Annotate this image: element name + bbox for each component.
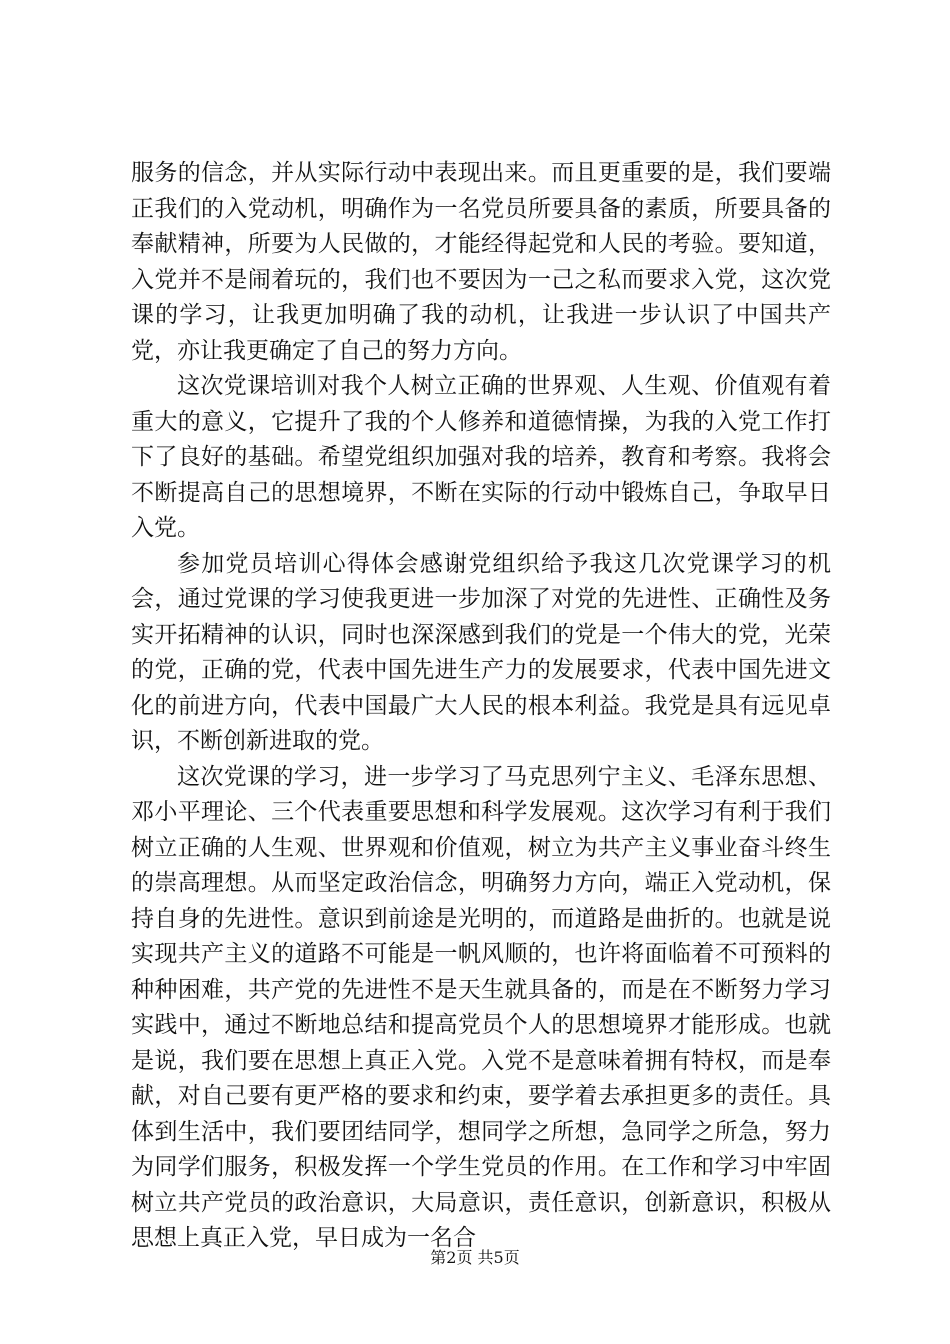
paragraph-2: 这次党课培训对我个人树立正确的世界观、人生观、价值观有着重大的意义，它提升了我的个人修养和道德情操，为我的入党工作打下了良好的基础。希望党组织加强对我的培养，教育和考察。我将会不断提高自己的思想境界，不断在实际的行动中锻炼自己，争取早日入党。 <box>131 373 831 541</box>
paragraph-3: 参加党员培训心得体会感谢党组织给予我这几次党课学习的机会，通过党课的学习使我更进一步加深了对党的先进性、正确性及务实开拓精神的认识，同时也深深感到我们的党是一个伟大的党，光荣的党，正确的党，代表中国先进生产力的发展要求，代表中国先进文化的前进方向，代表中国最广大人民的根本利益。我党是具有远见卓识，不断创新进取的党。 <box>131 550 831 754</box>
page-footer: 第2页 共5页 <box>430 1248 520 1267</box>
paragraph-1: 服务的信念，并从实际行动中表现出来。而且更重要的是，我们要端正我们的入党动机，明确作为一名党员所要具备的素质，所要具备的奉献精神，所要为人民做的，才能经得起党和人民的考验。要知道，入党并不是闹着玩的，我们也不要因为一己之私而要求入党，这次党课的学习，让我更加明确了我的动机，让我进一步认识了中国共产党，亦让我更确定了自己的努力方向。 <box>131 160 831 364</box>
paragraph-4: 这次党课的学习，进一步学习了马克思列宁主义、毛泽东思想、邓小平理论、三个代表重要思想和科学发展观。这次学习有利于我们树立正确的人生观、世界观和价值观，树立为共产主义事业奋斗终生的崇高理想。从而坚定政治信念，明确努力方向，端正入党动机，保持自身的先进性。意识到前途是光明的，而道路是曲折的。也就是说实现共产主义的道路不可能是一帆风顺的，也许将面临着不可预料的种种困难，共产党的先进性不是天生就具备的，而是在不断努力学习实践中，通过不断地总结和提高党员个人的思想境界才能形成。也就是说，我们要在思想上真正入党。入党不是意味着拥有特权，而是奉献，对自己要有更严格的要求和约束，要学着去承担更多的责任。具体到生活中，我们要团结同学，想同学之所想，急同学之所急，努力为同学们服务，积极发挥一个学生党员的作用。在工作和学习中牢固树立共产党员的政治意识，大局意识，责任意识，创新意识，积极从思想上真正入党，早日成为一名合 <box>131 763 831 1251</box>
document-body <box>131 156 831 1257</box>
